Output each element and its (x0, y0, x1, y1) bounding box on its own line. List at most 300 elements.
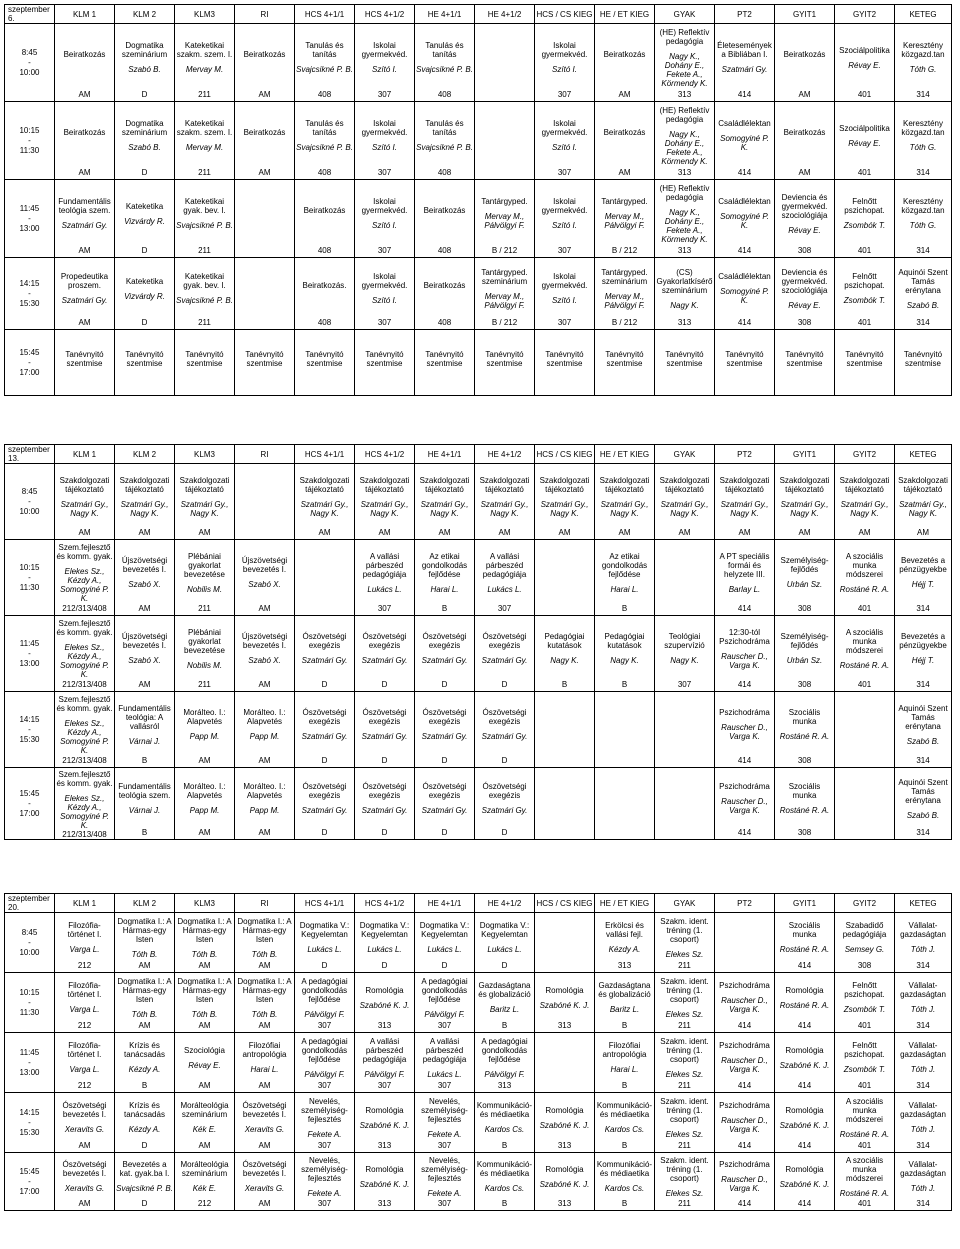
subject-name: A pedagógiai gondolkodás fejlődése (301, 976, 348, 1004)
subject-name: Ószövetségi exegézis (482, 782, 527, 800)
subject-name: Tanévnyitó szentmise (65, 350, 104, 368)
column-header: KETEG (895, 894, 952, 913)
class-cell (835, 540, 895, 616)
subject-name: Plébániai gyakorlat bevezetése (184, 627, 225, 655)
teacher-name: Nagy K. (670, 656, 699, 665)
teacher-name: Elekes Sz., Kézdy A., Somogyiné P. K. (60, 718, 109, 755)
subject-name: Ószövetségi exegézis (362, 708, 407, 726)
class-cell (355, 24, 415, 102)
time-slot-row (5, 616, 952, 692)
room-label: 314 (916, 1080, 930, 1090)
subject-name: Iskolai gyermekvéd. (361, 41, 408, 59)
time-slot-row (5, 973, 952, 1033)
time-cell (5, 180, 55, 258)
teacher-name: Tóth J. (910, 1125, 936, 1134)
room-label: AM (618, 89, 631, 99)
time-cell (5, 616, 55, 692)
subject-name: A vallási párbeszéd pedagógiája (482, 551, 527, 579)
subject-name: Beiratkozás (63, 50, 106, 59)
teacher-name: Rauscher D., Varga K. (721, 797, 768, 815)
subject-name: Kommunikáció- és médiaetika (596, 1160, 653, 1178)
subject-name: Szakdolgozati tájékoztató (839, 475, 890, 494)
class-cell (595, 24, 655, 102)
room-label: AM (378, 527, 391, 537)
time-slot-row (5, 1033, 952, 1093)
room-label: 308 (857, 960, 872, 970)
class-cell (715, 1033, 775, 1093)
subject-name: Szabadidő pedagógiája (842, 921, 887, 939)
time-text: 14:15 (19, 714, 40, 724)
class-cell (835, 913, 895, 973)
column-header: GYIT1 (775, 894, 835, 913)
room-label: 211 (198, 89, 211, 99)
room-label: B (621, 679, 628, 689)
teacher-name: Szatmári Gy., Nagy K. (180, 499, 229, 518)
column-header: GYAK (655, 5, 715, 24)
subject-name: Tanulás és tanítás (425, 119, 464, 137)
time-text: 10:15 (19, 987, 40, 997)
teacher-name: Nagy K. (610, 656, 639, 665)
room-label: AM (138, 960, 151, 970)
class-cell (595, 1153, 655, 1211)
class-cell (295, 330, 355, 396)
teacher-name: Kardos Cs. (484, 1125, 525, 1134)
room-label: 414 (797, 1020, 812, 1030)
room-label: 313 (677, 317, 692, 327)
subject-name: A pedagógiai gondolkodás fejlődése (301, 1036, 348, 1064)
teacher-name: Szabóné K. J. (779, 1179, 830, 1189)
room-label: 307 (557, 167, 572, 177)
class-cell (475, 258, 535, 330)
subject-name: Tanévnyitó szentmise (605, 350, 644, 368)
class-cell (775, 464, 835, 540)
subject-name: Szem.fejlesztő és komm. gyak. (56, 694, 113, 713)
teacher-name: Elekes Sz. (665, 1069, 704, 1079)
time-cell (5, 913, 55, 973)
subject-name: Tantárgyped. (601, 197, 648, 206)
room-label: 414 (737, 317, 752, 327)
subject-name: Ószövetségi exegézis (302, 782, 347, 800)
teacher-name: Szító I. (552, 65, 577, 74)
subject-name: Morálteológia szeminárium (180, 1101, 229, 1119)
class-cell (415, 330, 475, 396)
header-row (5, 445, 952, 464)
teacher-name: Rauscher D., Varga K. (721, 651, 768, 670)
time-text: - (28, 357, 31, 367)
teacher-name: Nagy K., Dohány E., Fekete A., Körmendy K. (661, 51, 708, 88)
room-label: AM (258, 1020, 271, 1030)
room-label: B (501, 1020, 508, 1030)
class-cell (895, 616, 952, 692)
class-cell (655, 102, 715, 180)
class-cell (295, 180, 355, 258)
subject-name: Családlélektan (718, 119, 771, 128)
room-label: AM (198, 827, 211, 837)
time-text: 15:30 (19, 1127, 40, 1137)
subject-name: Iskolai gyermekvéd. (541, 272, 588, 290)
subject-name: Kateketikai szakm. szem. I. (176, 119, 233, 137)
subject-name: Dogmatika szeminárium (121, 41, 168, 59)
class-cell (355, 616, 415, 692)
class-cell (115, 24, 175, 102)
subject-name: Filozófia-történet I. (67, 921, 102, 939)
room-label: 308 (797, 755, 812, 765)
column-header: HE 4+1/2 (475, 445, 535, 464)
subject-name: Beiratkozás (243, 50, 286, 59)
class-cell (775, 102, 835, 180)
room-label: 414 (737, 755, 752, 765)
class-cell (115, 768, 175, 840)
room-label: 414 (737, 1080, 752, 1090)
class-cell (415, 1153, 475, 1211)
class-cell (775, 330, 835, 396)
room-label: AM (138, 603, 151, 613)
time-text: 13:00 (19, 658, 40, 668)
room-label: D (141, 245, 148, 255)
teacher-name: Vizvárdy R. (124, 291, 165, 301)
time-text: - (28, 496, 31, 506)
subject-name: Tanulás és tanítás (305, 119, 344, 137)
class-cell (475, 540, 535, 616)
class-cell (895, 913, 952, 973)
room-label: 401 (857, 317, 872, 327)
subject-name: A vallási párbeszéd pedagógiája (362, 551, 407, 579)
time-text: 13:00 (19, 1067, 40, 1077)
subject-name: Teológiai szupervízió (664, 632, 705, 650)
class-cell (715, 692, 775, 768)
class-cell (415, 464, 475, 540)
class-cell (595, 1093, 655, 1153)
room-label: D (141, 167, 148, 177)
room-label: 211 (198, 167, 211, 177)
subject-name: Felnőtt pszichopat. (844, 981, 885, 999)
class-cell (655, 768, 715, 840)
class-cell (655, 464, 715, 540)
room-label: 307 (557, 89, 572, 99)
room-label: AM (678, 527, 691, 537)
subject-name: Szakdolgozati tájékoztató (779, 475, 830, 494)
room-label: 401 (857, 1140, 872, 1150)
room-label: 212 (197, 1198, 212, 1208)
subject-name: Morálteo. I.: Alapvetés (243, 708, 286, 726)
class-cell (535, 330, 595, 396)
room-label: B (141, 755, 148, 765)
subject-name: Beiratkozás (423, 281, 466, 290)
class-cell (715, 24, 775, 102)
teacher-name: Vizvárdy R. (124, 216, 165, 226)
teacher-name: Szító I. (552, 296, 577, 305)
subject-name: Pszichodráma (719, 981, 770, 990)
room-label: AM (258, 89, 271, 99)
class-cell (355, 464, 415, 540)
teacher-name: Szító I. (372, 65, 397, 74)
room-label: 314 (916, 167, 930, 177)
teacher-name: Szabó X. (128, 656, 161, 665)
teacher-name: Zsombók T. (843, 1005, 886, 1014)
room-label: 307 (497, 603, 512, 613)
class-cell (655, 180, 715, 258)
class-cell (415, 616, 475, 692)
teacher-name: Szító I. (372, 296, 397, 305)
room-label: B / 212 (491, 245, 518, 255)
subject-name: Filozófiai antropológia (602, 1041, 647, 1059)
teacher-name: Xeravits G. (64, 1184, 105, 1193)
class-cell (415, 1033, 475, 1093)
teacher-name: Svajcsikné P. B. (116, 1184, 173, 1193)
room-label: 408 (437, 317, 452, 327)
class-cell (55, 464, 115, 540)
room-label: 401 (857, 1020, 872, 1030)
schedule-table (4, 4, 952, 396)
room-label: 211 (678, 1080, 691, 1090)
subject-name: Gazdaságtana és globalizáció (598, 981, 651, 999)
time-text: - (28, 1117, 31, 1127)
subject-name: Krízis és tanácsadás (124, 1101, 165, 1119)
class-cell (655, 616, 715, 692)
subject-name: Szociálpolitika (839, 123, 890, 133)
class-cell (655, 1093, 715, 1153)
subject-name: Pedagógiai kutatások (604, 632, 645, 650)
class-cell (475, 616, 535, 692)
class-cell (475, 1093, 535, 1153)
teacher-name: Varga L. (69, 1005, 100, 1014)
subject-name: Szem.fejlesztő és komm. gyak. (56, 542, 113, 561)
subject-name: Személyiség-fejlődés (780, 632, 829, 650)
subject-name: Szociálpolitika (839, 45, 890, 55)
subject-name: Aquinói Szent Tamás erénytana (898, 703, 948, 731)
class-cell (355, 1033, 415, 1093)
teacher-name: Szító I. (552, 143, 577, 152)
teacher-name: Rostáné R. A. (779, 732, 830, 741)
room-label: AM (198, 755, 211, 765)
room-label: 307 (377, 1080, 392, 1090)
class-cell (595, 464, 655, 540)
subject-name: Bevezetés a pénzügyekbe (899, 556, 947, 574)
class-cell (415, 540, 475, 616)
teacher-name: Nobilis M. (186, 660, 223, 670)
teacher-name: Semsey G. (844, 945, 885, 954)
subject-name: Romológia (365, 985, 404, 995)
teacher-name: Tóth B. (251, 949, 278, 959)
subject-name: Aquinói Szent Tamás erénytana (898, 777, 948, 805)
room-label: AM (798, 167, 811, 177)
subject-name: (HE) Reflektív pedagógia (659, 183, 710, 202)
room-label: AM (438, 527, 451, 537)
teacher-name: Várnai J. (128, 806, 161, 815)
room-label: 408 (317, 167, 332, 177)
room-label: 308 (797, 603, 812, 613)
subject-name: Felnőtt pszichopat. (844, 272, 885, 290)
class-cell (715, 464, 775, 540)
teacher-name: Nagy K. (670, 300, 699, 310)
teacher-name: Elekes Sz., Kézdy A., Somogyiné P. K. (60, 642, 109, 679)
teacher-name: Szító I. (552, 221, 577, 230)
subject-name: A szociális munka módszerei (845, 1096, 884, 1124)
class-cell (415, 24, 475, 102)
teacher-name: Szatmári Gy., Nagy K. (300, 499, 349, 518)
teacher-name: Tóth J. (910, 1005, 936, 1014)
column-header: PT2 (715, 5, 775, 24)
class-cell (595, 973, 655, 1033)
class-cell (355, 913, 415, 973)
teacher-name: Tóth G. (909, 221, 937, 230)
room-label: AM (198, 1020, 211, 1030)
subject-name: Az etikai gondolkodás fejlődése (601, 551, 648, 579)
class-cell (55, 1153, 115, 1211)
teacher-name: Mervay M., Pálvölgyi F. (484, 212, 525, 230)
column-header: GYIT1 (775, 445, 835, 464)
room-label: B / 212 (611, 245, 638, 255)
subject-name: (HE) Reflektív pedagógia (659, 105, 710, 124)
room-label: D (441, 679, 448, 689)
room-label: 414 (737, 1020, 752, 1030)
time-slot-row (5, 692, 952, 768)
teacher-name: Xeravits G. (64, 1125, 105, 1134)
class-cell (715, 102, 775, 180)
teacher-name: Kardos Cs. (604, 1125, 645, 1134)
subject-name: Szakm. ident. tréning (1. csoport) (660, 976, 709, 1004)
class-cell (475, 973, 535, 1033)
class-cell (535, 540, 595, 616)
room-label: B (141, 1080, 148, 1090)
room-label: 408 (437, 245, 452, 255)
class-cell (715, 1153, 775, 1211)
subject-name: Szakdolgozati tájékoztató (719, 475, 770, 494)
class-cell (835, 616, 895, 692)
teacher-name: Szatmári Gy., Nagy K. (480, 499, 529, 518)
class-cell (175, 102, 235, 180)
subject-name: Beiratkozás (243, 128, 286, 137)
room-label: D (321, 679, 328, 689)
teacher-name: Szabóné K. J. (539, 1120, 590, 1130)
room-label: 314 (916, 317, 930, 327)
teacher-name: Várnai J. (128, 736, 161, 746)
time-text: - (28, 572, 31, 582)
subject-name: Tanulás és tanítás (425, 41, 464, 59)
time-cell (5, 540, 55, 616)
class-cell (835, 24, 895, 102)
class-cell (835, 973, 895, 1033)
room-label: AM (318, 527, 331, 537)
subject-name: Szakdolgozati tájékoztató (539, 475, 590, 494)
time-cell (5, 464, 55, 540)
class-cell (55, 692, 115, 768)
teacher-name: Szatmári Gy. (421, 732, 468, 741)
class-cell (115, 1153, 175, 1211)
room-label: D (441, 755, 448, 765)
teacher-name: Elekes Sz. (665, 949, 704, 959)
week-date: szeptember 20. (5, 894, 55, 913)
class-cell (835, 330, 895, 396)
class-cell (235, 102, 295, 180)
teacher-name: Svajcsikné P. B. (176, 296, 233, 305)
room-label: AM (258, 755, 271, 765)
class-cell (835, 1033, 895, 1093)
room-label: D (501, 827, 508, 837)
teacher-name: Svajcsikné P. B. (176, 221, 233, 230)
room-label: AM (258, 603, 271, 613)
column-header: RI (235, 5, 295, 24)
class-cell (55, 540, 115, 616)
teacher-name: Lukács L. (427, 945, 462, 954)
subject-name: Tanévnyitó szentmise (545, 350, 584, 368)
class-cell (235, 692, 295, 768)
subject-name: Kateketikai szakm. szem. I. (176, 41, 233, 59)
teacher-name: Szatmári Gy., Nagy K. (780, 499, 829, 518)
subject-name: A vallási párbeszéd pedagógiája (422, 1036, 467, 1064)
time-slot-row (5, 768, 952, 840)
class-cell (295, 616, 355, 692)
room-label: B (621, 1140, 628, 1150)
class-cell (295, 24, 355, 102)
class-cell (715, 330, 775, 396)
column-header: HE 4+1/2 (475, 5, 535, 24)
room-label: 307 (377, 167, 392, 177)
room-label: 314 (916, 1020, 930, 1030)
class-cell (475, 330, 535, 396)
room-label: B / 212 (491, 317, 518, 327)
class-cell (475, 102, 535, 180)
class-cell (535, 1033, 595, 1093)
room-label: 313 (557, 1198, 572, 1208)
column-header: GYIT1 (775, 5, 835, 24)
column-header: HE 4+1/2 (475, 894, 535, 913)
teacher-name: Pálvölgyi F. (304, 1069, 345, 1079)
subject-name: Szociális munka (788, 782, 821, 800)
room-label: AM (78, 245, 91, 255)
teacher-name: Baritz L. (609, 1005, 640, 1014)
subject-name: Dogmatika I.: A Hármas-egy Isten (237, 976, 292, 1004)
room-label: AM (138, 527, 151, 537)
subject-name: Dogmatika V.: Kegyelemtan (419, 921, 470, 939)
teacher-name: Pálvölgyi F. (304, 1009, 345, 1019)
teacher-name: Papp M. (189, 806, 220, 815)
class-cell (475, 1033, 535, 1093)
class-cell (175, 692, 235, 768)
class-cell (115, 540, 175, 616)
subject-name: Dogmatika V.: Kegyelemtan (299, 921, 350, 939)
subject-name: Iskolai gyermekvéd. (541, 41, 588, 59)
column-header: KLM 2 (115, 445, 175, 464)
time-slot-row (5, 1153, 952, 1211)
class-cell (595, 180, 655, 258)
class-cell (595, 768, 655, 840)
column-header: HCS 4+1/2 (355, 445, 415, 464)
room-label: D (381, 827, 388, 837)
teacher-name: Szatmári Gy. (481, 656, 528, 665)
subject-name: Fundamentális teológia: A vallásról (118, 703, 171, 731)
subject-name: Felnőtt pszichopat. (844, 1041, 885, 1059)
room-label: 314 (916, 89, 930, 99)
room-label: AM (78, 167, 91, 177)
time-text: 17:00 (19, 1186, 40, 1196)
class-cell (235, 973, 295, 1033)
teacher-name: Szatmári Gy., Nagy K. (899, 499, 947, 518)
teacher-name: Szító I. (372, 143, 397, 152)
room-label: 313 (557, 1020, 572, 1030)
subject-name: A szociális munka módszerei (845, 627, 884, 655)
subject-name: Keresztény közgazd.tan (901, 41, 945, 59)
class-cell (775, 1153, 835, 1211)
subject-name: Szakm. ident. tréning (1. csoport) (660, 1036, 709, 1064)
schedule-table (4, 893, 952, 1211)
class-cell (655, 540, 715, 616)
room-label: 307 (437, 1080, 452, 1090)
subject-name: Tanulás és tanítás (305, 41, 344, 59)
subject-name: Kateketikai gyak. bev. I. (183, 272, 226, 290)
class-cell (235, 1093, 295, 1153)
room-label: 314 (916, 679, 930, 689)
